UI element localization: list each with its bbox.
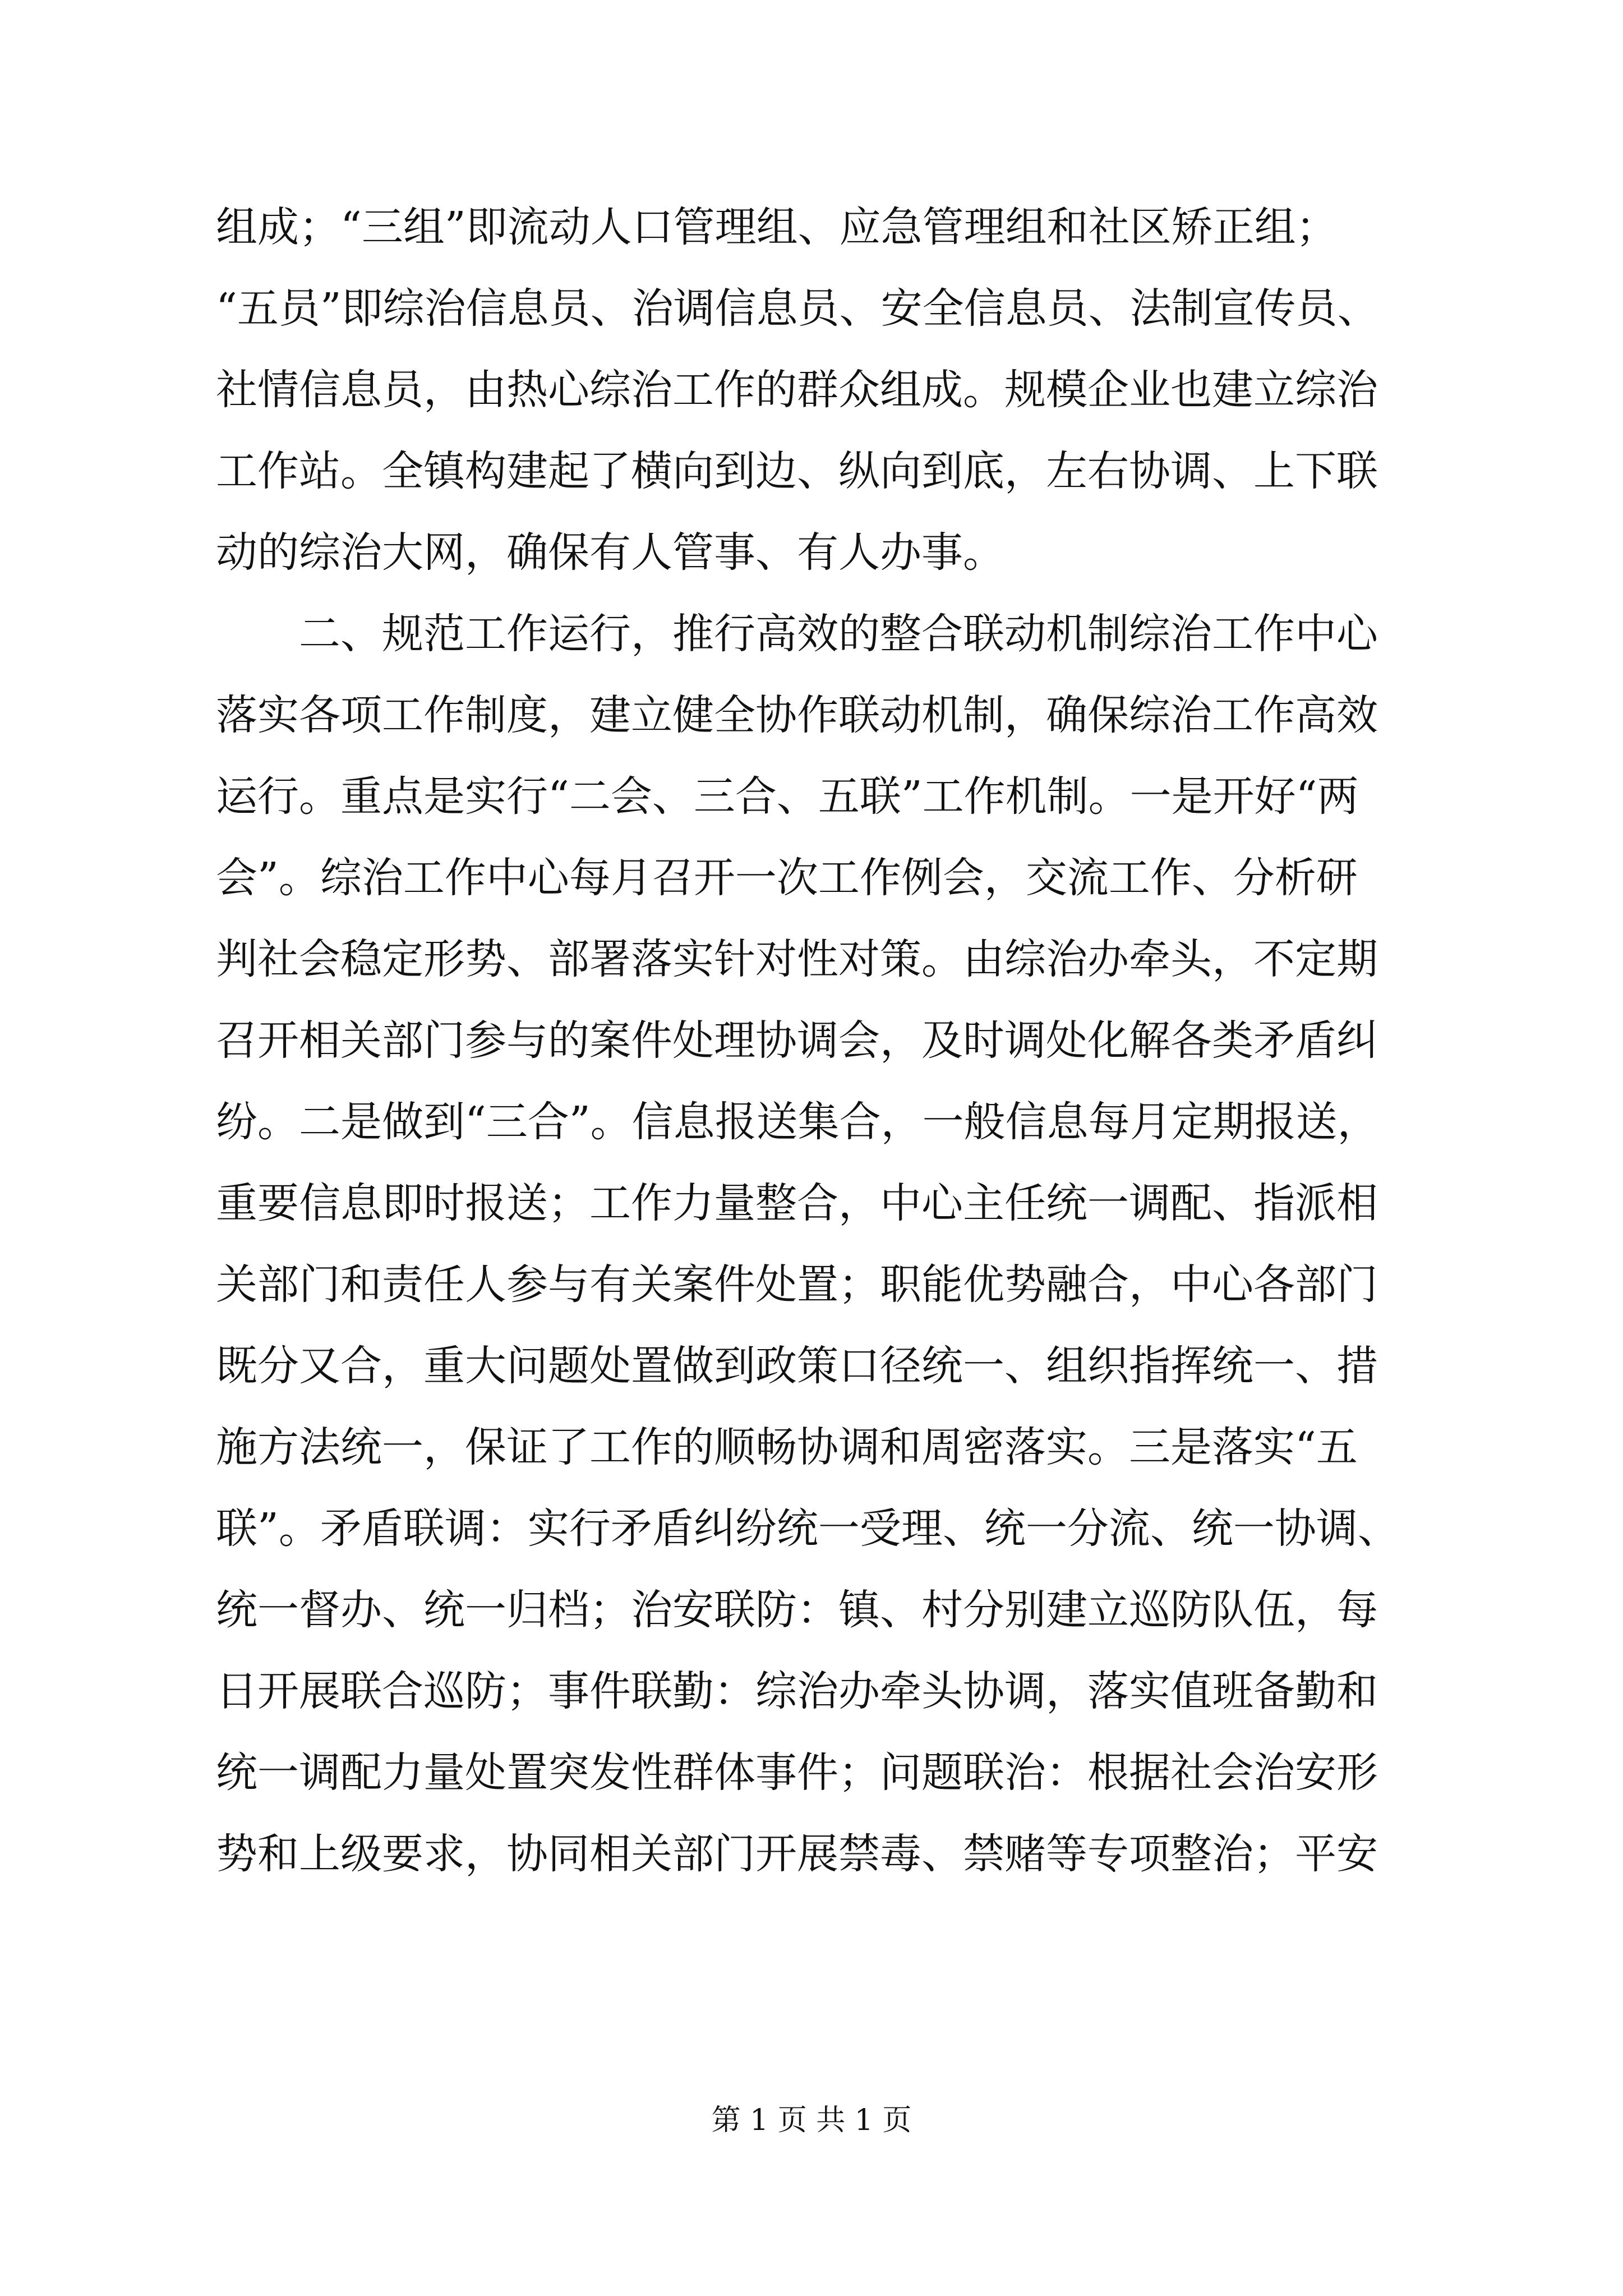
text-line: 动的综治大网，确保有人管事、有人办事。 — [216, 528, 1004, 577]
text-line: 日开展联合巡防；事件联勤：综治办牵头协调，落实值班备勤和 — [216, 1667, 1378, 1715]
text-line: 会”。综治工作中心每月召开一次工作例会，交流工作、分析研 — [216, 854, 1358, 902]
body-text — [216, 187, 1413, 1895]
text-line: 统一调配力量处置突发性群体事件；问题联治：根据社会治安形 — [216, 1749, 1378, 1797]
text-line: 运行。重点是实行“二会、三合、五联”工作机制。一是开好“两 — [216, 772, 1359, 821]
text-line: 既分又合，重大问题处置做到政策口径统一、组织指挥统一、措 — [216, 1342, 1378, 1390]
text-line: 重要信息即时报送；工作力量整合，中心主任统一调配、指派相 — [216, 1179, 1378, 1227]
text-line: 关部门和责任人参与有关案件处置；职能优势融合，中心各部门 — [216, 1260, 1378, 1309]
text-line: 落实各项工作制度，建立健全协作联动机制，确保综治工作高效 — [216, 691, 1378, 739]
text-line: 二、规范工作运行，推行高效的整合联动机制综治工作中心 — [216, 610, 1378, 658]
text-line: 施方法统一，保证了工作的顺畅协调和周密落实。三是落实“五 — [216, 1423, 1358, 1471]
text-line: 组成；“三组”即流动人口管理组、应急管理组和社区矫正组； — [216, 203, 1338, 251]
text-line: 社情信息员，由热心综治工作的群众组成。规模企业也建立综治 — [216, 366, 1378, 414]
text-line: 召开相关部门参与的案件处理协调会，及时调处化解各类矛盾纠 — [216, 1016, 1378, 1065]
text-line: 纷。二是做到“三合”。信息报送集合，一般信息每月定期报送， — [216, 1098, 1379, 1146]
text-line: 势和上级要求，协同相关部门开展禁毒、禁赌等专项整治；平安 — [216, 1830, 1378, 1878]
text-line: 联”。矛盾联调：实行矛盾纠纷统一受理、统一分流、统一协调、 — [216, 1504, 1399, 1553]
text-line: 工作站。全镇构建起了横向到边、纵向到底，左右协调、上下联 — [216, 447, 1378, 495]
text-line: 统一督办、统一归档；治安联防：镇、村分别建立巡防队伍，每 — [216, 1586, 1378, 1634]
page-footer: 第 1 页 共 1 页 — [711, 2104, 912, 2137]
text-line: “五员”即综治信息员、治调信息员、安全信息员、法制宣传员、 — [216, 284, 1379, 333]
text-line: 判社会稳定形势、部署落实针对性对策。由综治办牵头，不定期 — [216, 935, 1378, 983]
